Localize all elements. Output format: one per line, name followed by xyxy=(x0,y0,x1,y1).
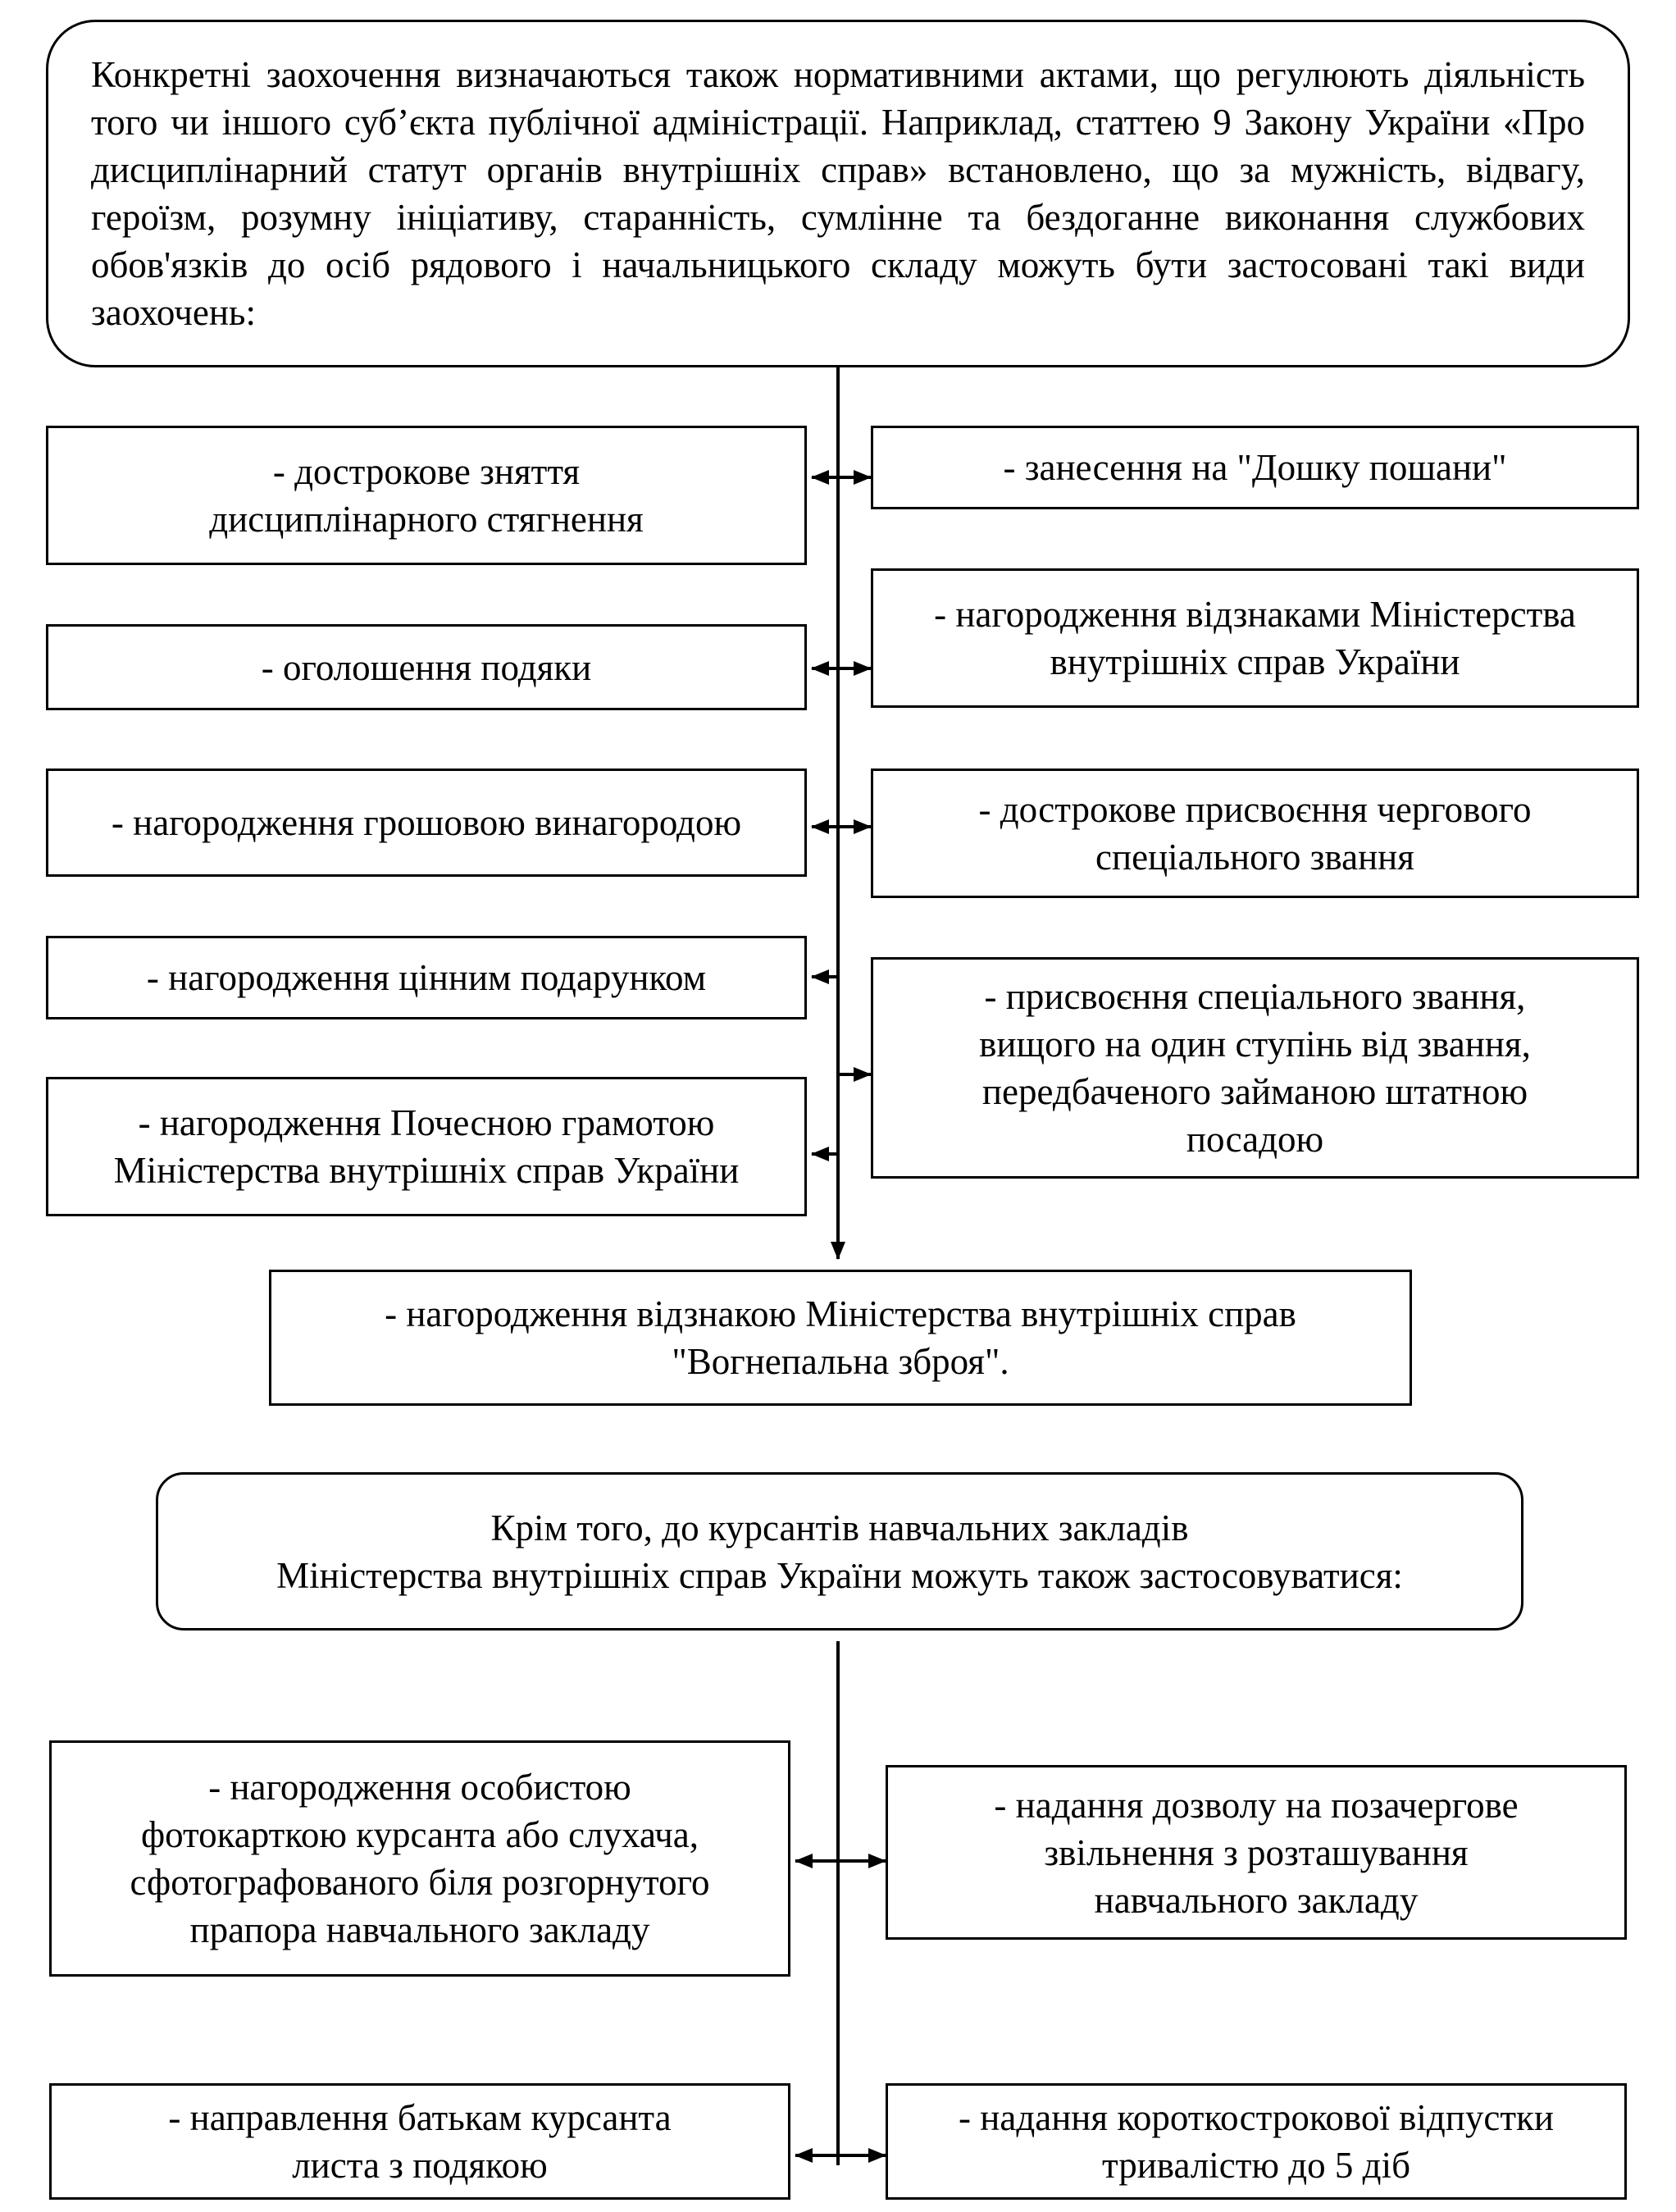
incentive-label: - надання короткострокової відпустки тривалістю до 5 діб xyxy=(959,2097,1554,2186)
incentive-early-special-rank xyxy=(871,768,1639,898)
incentive-cash-reward xyxy=(46,768,807,877)
incentive-firearm-award xyxy=(269,1270,1412,1406)
incentive-higher-special-rank xyxy=(871,957,1639,1179)
cadet-incentive-short-leave xyxy=(886,2083,1627,2200)
incentive-ministry-awards xyxy=(871,568,1639,708)
incentive-label: - нагородження відзнаками Міністерства внутрішніх справ України xyxy=(934,594,1576,682)
incentive-label: - нагородження Почесною грамотою Міністерства внутрішніх справ України xyxy=(113,1102,740,1191)
incentive-label: - нагородження особистою фотокарткою курсанта або слухача, сфотографованого біля розгорнутого прапора навчального закладу xyxy=(130,1767,710,1950)
cadet-incentive-personal-photo xyxy=(49,1740,790,1977)
cadet-incentive-extra-leave-permission xyxy=(886,1765,1627,1940)
incentive-label: - дострокове зняття дисциплінарного стягнення xyxy=(209,451,644,540)
incentive-label: - дострокове присвоєння чергового спеціального звання xyxy=(978,789,1532,878)
incentive-label: - присвоєння спеціального звання, вищого на один ступінь від звання, передбаченого займаною штатною посадою xyxy=(979,976,1531,1160)
intro-box xyxy=(46,20,1630,367)
incentive-label: - нагородження грошовою винагородою xyxy=(111,802,742,843)
incentive-label: - нагородження відзнакою Міністерства внутрішніх справ "Вогнепальна зброя". xyxy=(385,1293,1296,1382)
incentive-valuable-gift xyxy=(46,936,807,1019)
incentive-label: - надання дозволу на позачергове звільнення з розташування навчального закладу xyxy=(994,1784,1519,1921)
incentive-label: - нагородження цінним подарунком xyxy=(146,957,707,998)
cadets-intro-text: Крім того, до курсантів навчальних закладів Міністерства внутрішніх справ України можуть також застосовуватися: xyxy=(276,1507,1403,1596)
incentive-gratitude xyxy=(46,624,807,710)
incentive-label: - занесення на "Дошку пошани" xyxy=(1003,447,1507,488)
intro-text: Конкретні заохочення визначаються також нормативними актами, що регулюють діяльність того чи іншого суб’єкта публічної адміністрації. Наприклад, статтею 9 Закону України «Про дисциплінарний статут органів внутрішніх справ» встановлено, що за мужність, відвагу, героїзм, розумну ініціативу, старанність, сумлінне та бездоганне виконання службових обов'язків до осіб рядового і начальницького складу можуть бути застосовані такі види заохочень: xyxy=(91,54,1585,333)
incentive-certificate-of-honor xyxy=(46,1077,807,1216)
incentive-early-removal-of-penalty xyxy=(46,426,807,565)
incentive-label: - направлення батькам курсанта листа з подякою xyxy=(168,2097,672,2186)
incentive-honor-board xyxy=(871,426,1639,509)
cadet-incentive-letter-to-parents xyxy=(49,2083,790,2200)
incentive-label: - оголошення подяки xyxy=(261,646,592,688)
cadets-intro-box xyxy=(156,1472,1523,1630)
